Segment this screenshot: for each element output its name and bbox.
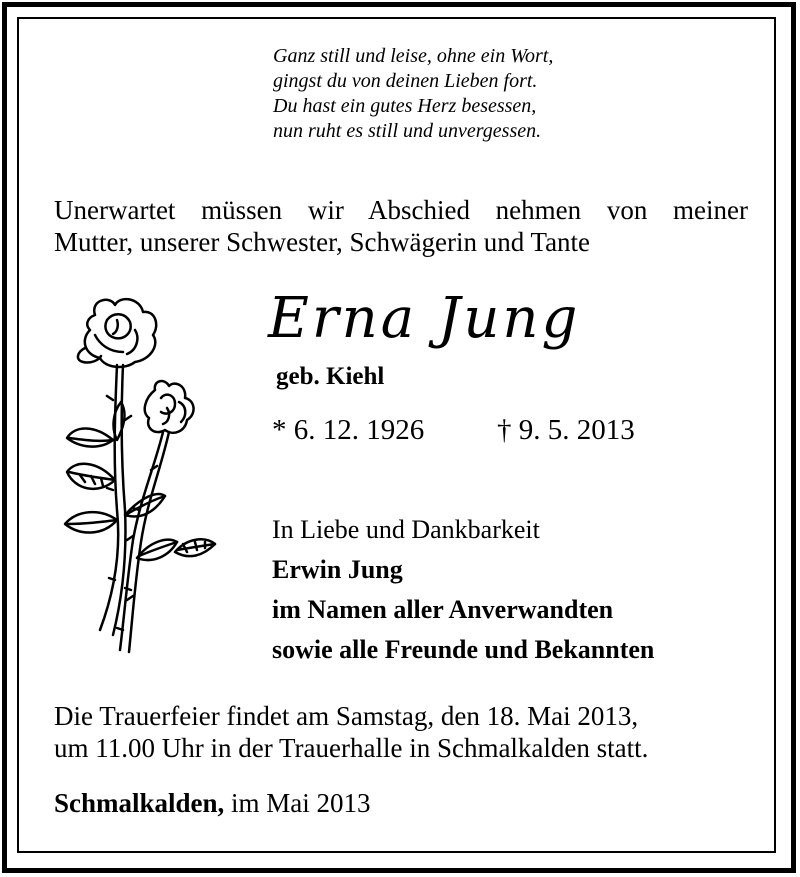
poem-line: Du hast ein gutes Herz besessen, bbox=[273, 95, 537, 117]
life-dates bbox=[272, 414, 635, 447]
poem bbox=[273, 44, 553, 144]
mourners-intro: In Liebe und Dankbarkeit bbox=[272, 515, 540, 544]
poem-line: gingst du von deinen Lieben fort. bbox=[273, 70, 538, 92]
place-date bbox=[54, 788, 371, 819]
mourner-line: Erwin Jung bbox=[272, 555, 403, 584]
funeral-notice bbox=[54, 700, 648, 764]
birth-date: * 6. 12. 1926 bbox=[272, 414, 425, 446]
funeral-line: Die Trauerfeier findet am Samstag, den 18. Mai 2013, bbox=[54, 701, 639, 731]
deceased-name: Erna Jung bbox=[268, 286, 581, 351]
place-name: Schmalkalden, bbox=[54, 788, 225, 818]
maiden-name: geb. Kiehl bbox=[276, 363, 385, 390]
intro-line: Unerwartet müssen wir Abschied nehmen von meiner bbox=[54, 195, 748, 225]
mourner-line: im Namen aller Anverwandten bbox=[272, 595, 614, 624]
funeral-line: um 11.00 Uhr in der Trauerhalle in Schmalkalden statt. bbox=[54, 733, 649, 763]
mourners-block bbox=[272, 510, 654, 670]
poem-line: nun ruht es still und unvergessen. bbox=[273, 120, 542, 142]
intro-line: Mutter, unserer Schwester, Schwägerin und Tante bbox=[54, 227, 591, 257]
intro-text bbox=[54, 194, 748, 258]
death-date: † 9. 5. 2013 bbox=[497, 414, 635, 446]
rose-illustration-icon bbox=[55, 290, 245, 660]
poem-line: Ganz still und leise, ohne ein Wort, bbox=[273, 45, 554, 67]
signoff-date: im Mai 2013 bbox=[224, 788, 371, 818]
mourner-line: sowie alle Freunde und Bekannten bbox=[272, 635, 655, 664]
